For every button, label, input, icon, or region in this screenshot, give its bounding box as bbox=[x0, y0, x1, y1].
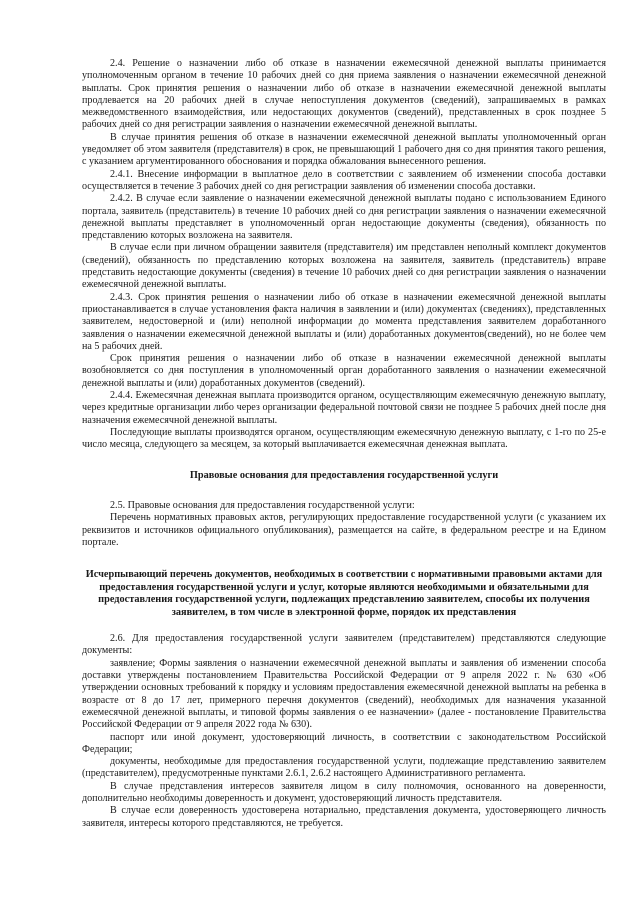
paragraph-power-of-attorney: В случае представления интересов заявителя лицом в силу полномочия, основанного на доверенности, дополнительно необходимы доверенность и документ, удостоверяющий личность представителя. bbox=[82, 780, 606, 805]
paragraph-application-forms: заявление; Формы заявления о назначении ежемесячной денежной выплаты и заявления об изменении способа доставки утверждены постановлением Правительства Российской Федерации от 9 апреля 2022 г. № 630 «Об утверждении основных требований к порядку и условиям предоставления ежемесячной денежной выплаты на ребенка в возрасте от 8 до 17 лет, примерного перечня документов (сведений), необходимых для назначения указанной ежемесячной денежной выплаты, и типовой формы заявления о ее назначении» (далее - постановление Правительства Российской Федерации от 9 апреля 2022 года № 630). bbox=[82, 657, 606, 731]
paragraph-2-4-4: 2.4.4. Ежемесячная денежная выплата производится органом, осуществляющим ежемесячную денежную выплату, через кредитные организации либо через организации федеральной почтовой связи не позднее 5 рабочих дней после дня назначения ежемесячной денежной выплаты. bbox=[82, 390, 606, 426]
paragraph-2-5: 2.5. Правовые основания для предоставления государственной услуги: bbox=[110, 500, 415, 511]
paragraph-2-4-1: 2.4.1. Внесение информации в выплатное дело в соответствии с заявлением об изменении способа доставки осуществляется в течение 3 рабочих дней со дня регистрации заявления об изменении способа доставки. bbox=[82, 168, 606, 192]
paragraph-refusal-notice: В случае принятия решения об отказе в назначении ежемесячной денежной выплаты уполномоченный орган уведомляет об этом заявителя (представителя) в срок, не превышающий 1 рабочего дня со дня принятия такого решения, с указанием аргументированного обоснования и порядка обжалования вынесенного решения. bbox=[82, 131, 606, 168]
paragraph-notarized: В случае если доверенность удостоверена нотариально, представления документа, удостоверяющего личность заявителя, интересы которого представляются, не требуется. bbox=[82, 805, 606, 829]
section-2-4 bbox=[82, 58, 606, 452]
paragraph-2-4-3: 2.4.3. Срок принятия решения о назначении либо об отказе в назначении ежемесячной денежной выплаты приостанавливается в случае установления факта наличия в заявлении и (или) документах (сведениях), представленных заявителем, недостоверной и (или) неполной информации до момента представления заявителем доработанного заявления о назначении ежемесячной денежной выплаты и (или) доработанных документов(сведений), но не более чем на 5 рабочих дней. bbox=[82, 291, 606, 352]
heading-documents-list: Исчерпывающий перечень документов, необходимых в соответствии с нормативными правовыми актами для предоставления государственной услуги и услуг, которые являются необходимыми и обязательными для предоставления государственной услуги, подлежащих представлению заявителем, способы их получения заявителем, в том числе в электронной форме, порядок их представления bbox=[85, 569, 603, 618]
paragraph-2-4: 2.4. Решение о назначении либо об отказе в назначении ежемесячной денежной выплаты принимается уполномоченным органом в течение 10 рабочих дней со дня приема заявления о назначении ежемесячной денежной выплаты. Срок принятия решения о назначении либо об отказе в назначении ежемесячной денежной выплаты продлевается на 20 рабочих дней в случае непоступления документов (сведений), запрашиваемых в рамках межведомственного взаимодействия, или недостающих документов (сведений), представленных в срок позднее 5 рабочих дней со дня регистрации заявления о назначении ежемесячной денежной выплаты. bbox=[82, 58, 606, 131]
paragraph-2-4-2: 2.4.2. В случае если заявление о назначении ежемесячной денежной выплаты подано с использованием Единого портала, заявитель (представитель) в течение 10 рабочих дней со дня регистрации заявления о назначении ежемесячной денежной выплаты представляет в уполномоченный орган недостающие документы (сведения), обязанность по представлению которых возложена на заявителя. bbox=[82, 193, 606, 242]
heading-legal-grounds: Правовые основания для предоставления государственной услуги bbox=[189, 469, 499, 481]
section-2-5 bbox=[82, 500, 606, 549]
paragraph-resume-term: Срок принятия решения о назначении либо об отказе в назначении ежемесячной денежной выплаты возобновляется со дня поступления в уполномоченный орган доработанного заявления о назначении ежемесячной денежной выплаты и (или) доработанных документов (сведений). bbox=[82, 353, 606, 389]
paragraph-incomplete-docs: В случае если при личном обращении заявителя (представителя) им представлен неполный комплект документов (сведений), обязанность по представлению которых возложена на заявителя, заявитель (представитель) вправе представить недостающие документы (сведения) в течение 10 рабочих дней со дня регистрации заявления о назначении ежемесячной денежной выплаты. bbox=[82, 242, 606, 291]
section-2-6 bbox=[82, 633, 606, 830]
paragraph-legal-acts-list: Перечень нормативных правовых актов, регулирующих предоставление государственной услуги (с указанием их реквизитов и источников официального опубликования), размещается на сайте, в федеральном реестре и на Едином портале. bbox=[82, 512, 606, 548]
paragraph-required-documents: документы, необходимые для предоставления государственной услуги, подлежащие представлению заявителем (представителем), предусмотренные пунктами 2.6.1, 2.6.2 настоящего Административного регламента. bbox=[82, 756, 606, 780]
document-body bbox=[82, 58, 606, 830]
paragraph-passport: паспорт или иной документ, удостоверяющий личность, в соответствии с законодательством Российской Федерации; bbox=[82, 731, 606, 755]
paragraph-subsequent-payments: Последующие выплаты производятся органом, осуществляющим ежемесячную денежную выплату, с 1-го по 25-е число месяца, следующего за месяцем, за который выплачивается ежемесячная денежная выплата. bbox=[82, 426, 606, 451]
paragraph-2-6: 2.6. Для предоставления государственной услуги заявителем (представителем) представляются следующие документы: bbox=[82, 633, 606, 657]
